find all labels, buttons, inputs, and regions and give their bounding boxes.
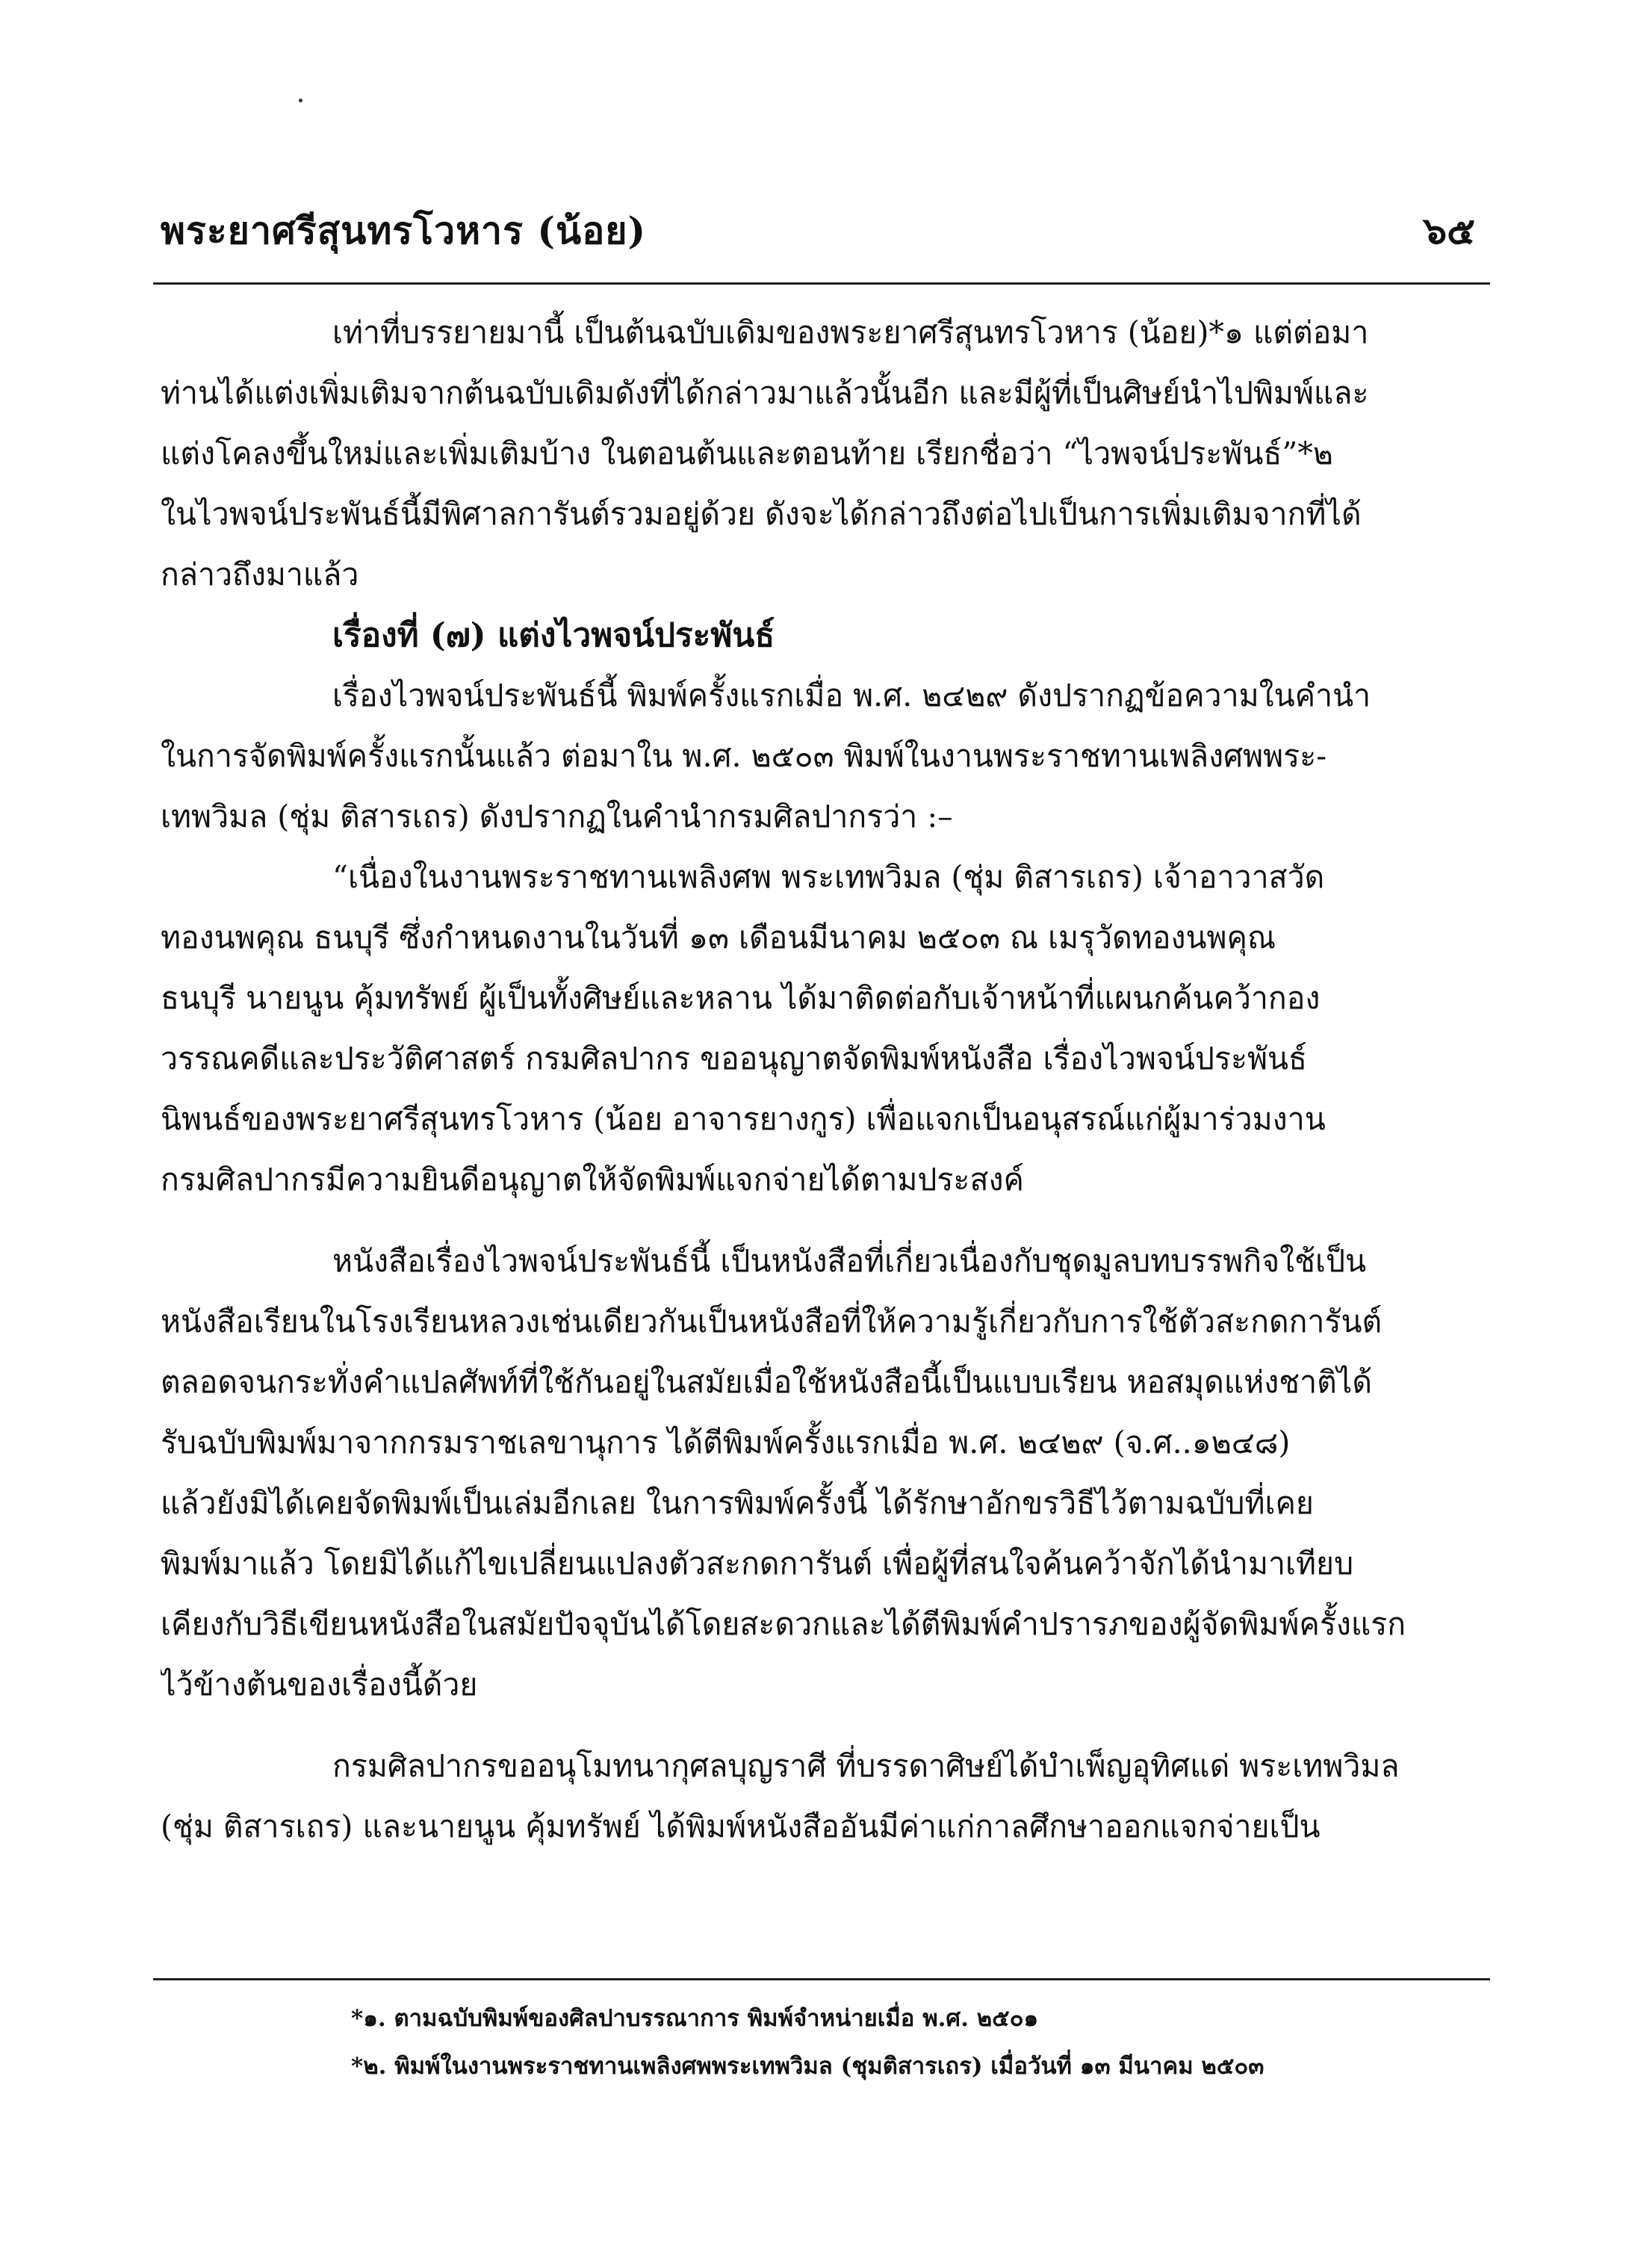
footnote-1: *๑. ตามฉบับพิมพ์ของศิลปาบรรณาการ พิมพ์จำหน่ายเมื่อ พ.ศ. ๒๕๐๑ — [351, 2005, 1039, 2032]
footnote-2: *๒. พิมพ์ในงานพระราชทานเพลิงศพพระเทพวิมล (ชุมติสารเถร) เมื่อวันที่ ๑๓ มีนาคม ๒๕๐๓ — [351, 2053, 1265, 2080]
quote-line: พิมพ์มาแล้ว โดยมิได้แก้ไขเปลี่ยนแปลงตัวสะกดการันต์ เพื่อผู้ที่สนใจค้นคว้าจักได้นำมาเทียบ — [161, 1546, 1354, 1581]
page-number: ๖๕ — [1423, 208, 1475, 252]
quote-line: ไว้ข้างต้นของเรื่องนี้ด้วย — [161, 1667, 478, 1702]
header-rule — [153, 282, 1490, 285]
footnote-rule — [153, 1978, 1490, 1980]
quote-line: นิพนธ์ของพระยาศรีสุนทรโวหาร (น้อย อาจารยางกูร) เพื่อแจกเป็นอนุสรณ์แก่ผู้มาร่วมงาน — [161, 1101, 1326, 1137]
body-line: ในการจัดพิมพ์ครั้งแรกนั้นแล้ว ต่อมาใน พ.ศ. ๒๕๐๓ พิมพ์ในงานพระราชทานเพลิงศพพระ- — [161, 738, 1327, 774]
quote-line: แล้วยังมิได้เคยจัดพิมพ์เป็นเล่มอีกเลย ในการพิมพ์ครั้งนี้ ได้รักษาอักขรวิธีไว้ตามฉบับที่เคย — [161, 1485, 1314, 1521]
quote-line: วรรณคดีและประวัติศาสตร์ กรมศิลปากร ขออนุญาตจัดพิมพ์หนังสือ เรื่องไวพจน์ประพันธ์ — [161, 1041, 1308, 1076]
body-line: ท่านได้แต่งเพิ่มเติมจากต้นฉบับเดิมดังที่ได้กล่าวมาแล้วนั้นอีก และมีผู้ที่เป็นศิษย์นำไปพิมพ์และ — [161, 375, 1369, 411]
quote-line: ธนบุรี นายนูน คุ้มทรัพย์ ผู้เป็นทั้งศิษย์และหลาน ได้มาติดต่อกับเจ้าหน้าที่แผนกค้นคว้ากอง — [161, 980, 1321, 1016]
paragraph-gap — [161, 1210, 1475, 1231]
quote-line: กรมศิลปากรมีความยินดีอนุญาตให้จัดพิมพ์แจกจ่ายได้ตามประสงค์ — [161, 1162, 1024, 1197]
footnotes — [351, 1995, 1471, 2090]
header-title: พระยาศรีสุนทรโวหาร (น้อย) — [161, 208, 647, 252]
body-line: แต่งโคลงขึ้นใหม่และเพิ่มเติมบ้าง ในตอนต้นและตอนท้าย เรียกชื่อว่า “ไวพจน์ประพันธ์”*๒ — [161, 436, 1333, 471]
quote-line: ทองนพคุณ ธนบุรี ซึ่งกำหนดงานในวันที่ ๑๓ เดือนมีนาคม ๒๕๐๓ ณ เมรุวัดทองนพคุณ — [161, 920, 1276, 955]
body-line: กล่าวถึงมาแล้ว — [161, 557, 359, 592]
body-line: เท่าที่บรรยายมานี้ เป็นต้นฉบับเดิมของพระยาศรีสุนทรโวหาร (น้อย)*๑ แต่ต่อมา — [332, 315, 1369, 350]
body-text — [161, 303, 1475, 1857]
quote-line: เคียงกับวิธีเขียนหนังสือในสมัยปัจจุบันได้โดยสะดวกและได้ตีพิมพ์คำปรารภของผู้จัดพิมพ์ครั้งแรก — [161, 1606, 1406, 1642]
quote-line: (ชุ่ม ติสารเถร) และนายนูน คุ้มทรัพย์ ได้พิมพ์หนังสืออันมีค่าแก่กาลศึกษาออกแจกจ่ายเป็น — [161, 1809, 1321, 1844]
paragraph-gap — [161, 1715, 1475, 1736]
running-header — [161, 202, 1475, 261]
quote-line: “เนื่องในงานพระราชทานเพลิงศพ พระเทพวิมล (ชุ่ม ติสารเถร) เจ้าอาวาสวัด — [332, 859, 1325, 895]
ink-speck — [299, 99, 302, 102]
section-heading: เรื่องที่ (๗) แต่งไวพจน์ประพันธ์ — [332, 616, 775, 654]
quote-line: รับฉบับพิมพ์มาจากกรมราชเลขานุการ ได้ตีพิมพ์ครั้งแรกเมื่อ พ.ศ. ๒๔๒๙ (จ.ศ..๑๒๔๘) — [161, 1425, 1291, 1460]
quote-line: ตลอดจนกระทั่งคำแปลศัพท์ที่ใช้กันอยู่ในสมัยเมื่อใช้หนังสือนี้เป็นแบบเรียน หอสมุดแห่งชาติได้ — [161, 1364, 1373, 1400]
body-line: ในไวพจน์ประพันธ์นี้มีพิศาลการันต์รวมอยู่ด้วย ดังจะได้กล่าวถึงต่อไปเป็นการเพิ่มเติมจากที่ได้ — [161, 496, 1362, 532]
quote-line: หนังสือเรื่องไวพจน์ประพันธ์นี้ เป็นหนังสือที่เกี่ยวเนื่องกับชุดมูลบทบรรพกิจใช้เป็น — [332, 1243, 1367, 1279]
quote-line: หนังสือเรียนในโรงเรียนหลวงเช่นเดียวกันเป็นหนังสือที่ให้ความรู้เกี่ยวกับการใช้ตัวสะกดการันต์ — [161, 1304, 1383, 1339]
quote-line: กรมศิลปากรขออนุโมทนากุศลบุญราศี ที่บรรดาศิษย์ได้บำเพ็ญอุทิศแด่ พระเทพวิมล — [332, 1748, 1400, 1784]
body-line: เรื่องไวพจน์ประพันธ์นี้ พิมพ์ครั้งแรกเมื่อ พ.ศ. ๒๔๒๙ ดังปรากฏข้อความในคำนำ — [332, 678, 1371, 713]
body-line: เทพวิมล (ชุ่ม ติสารเถร) ดังปรากฏในคำนำกรมศิลปากรว่า :– — [161, 799, 953, 834]
